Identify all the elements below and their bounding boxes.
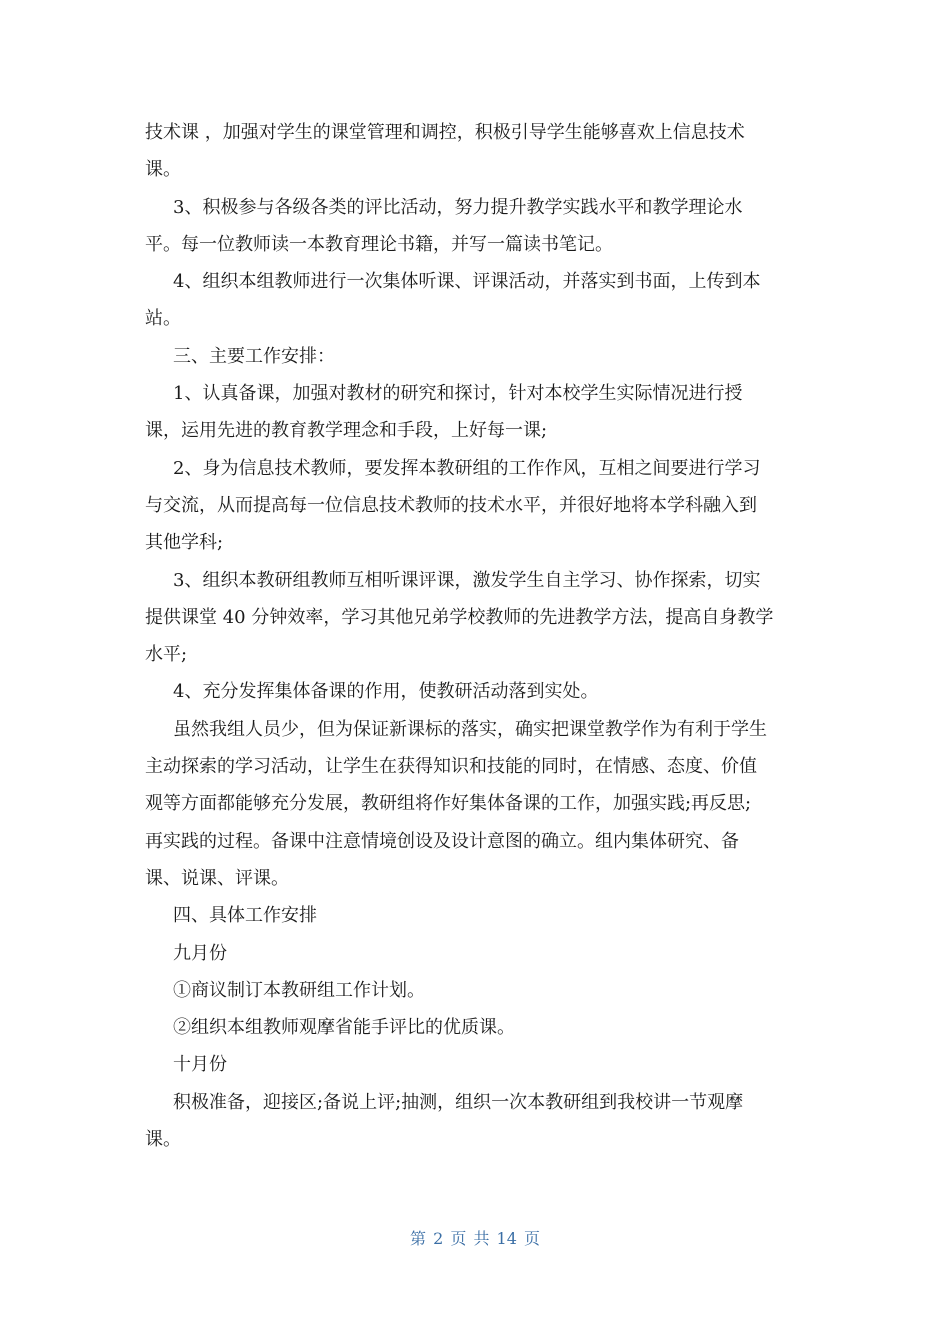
text-line: 平。每一位教师读一本教育理论书籍，并写一篇读书笔记。	[145, 233, 613, 255]
text-line: 3、组织本教研组教师互相听课评课，激发学生自主学习、协作探索，切实	[173, 569, 761, 591]
text-line: ①商议制订本教研组工作计划。	[173, 979, 425, 1001]
document-body	[145, 114, 805, 1158]
text-line: 虽然我组人员少，但为保证新课标的落实，确实把课堂教学作为有利于学生	[173, 718, 767, 740]
text-line: 4、充分发挥集体备课的作用，使教研活动落到实处。	[173, 681, 599, 703]
text-line: 积极准备，迎接区;备说上评;抽测，组织一次本教研组到我校讲一节观摩	[173, 1091, 744, 1113]
text-line: 站。	[145, 308, 181, 330]
page-footer: 第 2 页 共 14 页	[410, 1229, 540, 1248]
text-line: 观等方面都能够充分发展，教研组将作好集体备课的工作，加强实践;再反思;	[145, 793, 752, 815]
text-line: 3、积极参与各级各类的评比活动，努力提升教学实践水平和教学理论水	[173, 196, 743, 218]
text-line: 4、组织本组教师进行一次集体听课、评课活动，并落实到书面，上传到本	[173, 271, 761, 293]
text-line: 2、身为信息技术教师，要发挥本教研组的工作作风，互相之间要进行学习	[173, 457, 761, 479]
text-line: 课，运用先进的教育教学理念和手段，上好每一课;	[145, 420, 548, 442]
text-line: 与交流，从而提高每一位信息技术教师的技术水平，并很好地将本学科融入到	[145, 494, 757, 516]
text-line: 课。	[145, 159, 181, 181]
text-line: 四、具体工作安排	[173, 905, 317, 927]
text-line: 课。	[145, 1129, 181, 1151]
text-line: 水平;	[145, 644, 188, 666]
text-line: 主动探索的学习活动，让学生在获得知识和技能的同时，在情感、态度、价值	[145, 756, 757, 778]
text-line: 其他学科;	[145, 532, 224, 554]
text-line: 技术课 ，加强对学生的课堂管理和调控，积极引导学生能够喜欢上信息技术	[145, 122, 745, 143]
text-line: 再实践的过程。备课中注意情境创设及设计意图的确立。组内集体研究、备	[145, 830, 739, 852]
text-line: ②组织本组教师观摩省能手评比的优质课。	[173, 1017, 515, 1039]
text-line: 十月份	[173, 1054, 227, 1076]
text-line: 三、主要工作安排：	[173, 345, 335, 367]
text-line: 课、说课、评课。	[145, 867, 289, 889]
text-line: 1、认真备课，加强对教材的研究和探讨，针对本校学生实际情况进行授	[173, 383, 743, 405]
text-line: 提供课堂 40 分钟效率，学习其他兄弟学校教师的先进教学方法，提高自身教学	[145, 606, 774, 628]
text-line: 九月份	[173, 942, 227, 964]
